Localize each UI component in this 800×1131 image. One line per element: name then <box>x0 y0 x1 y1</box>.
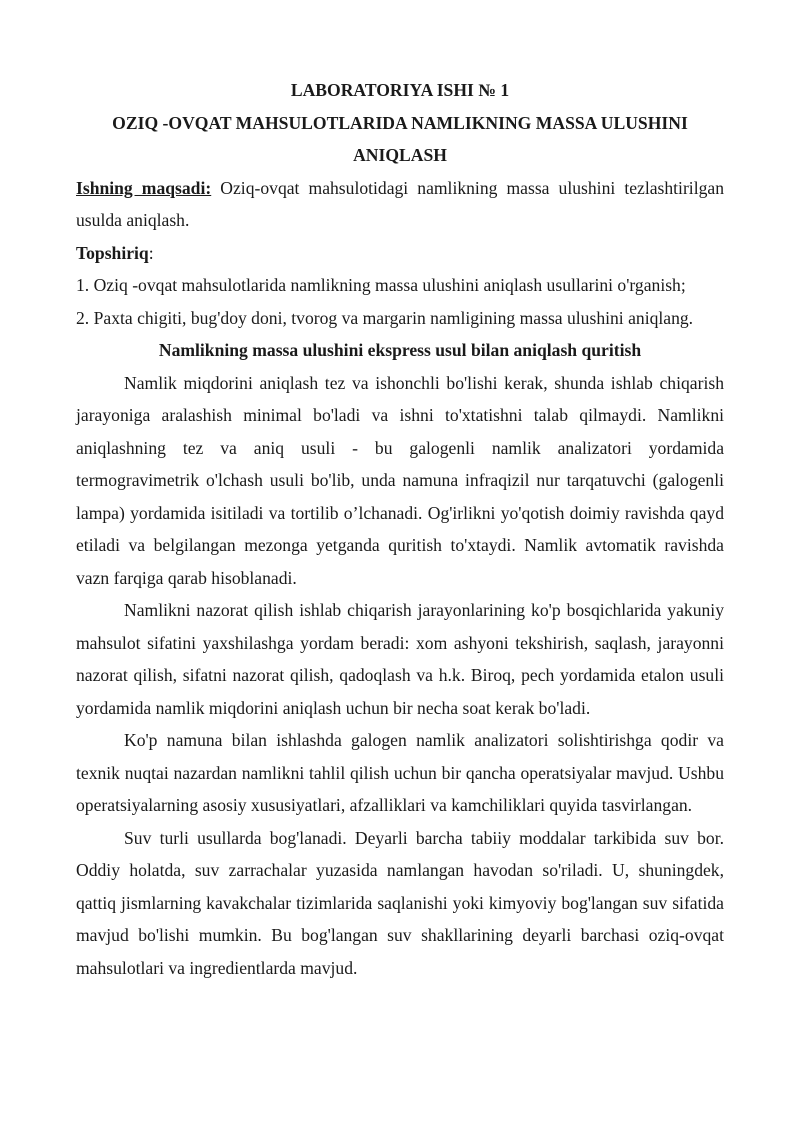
task-colon: : <box>148 242 154 263</box>
goal-paragraph <box>76 172 724 237</box>
lab-subject-title: OZIQ -OVQAT MAHSULOTLARIDA NAMLIKNING MASSA ULUSHINI ANIQLASH <box>112 112 688 165</box>
body-paragraph-3: Ko'p namuna bilan ishlashda galogen namlik analizatori solishtirishga qodir va texnik nuqtai nazardan namlikni tahlil qilish uchun bir qancha operatsiyalar mavjud. Ushbu operatsiyalarning asosiy xususiyatlari, afzalliklari va kamchiliklari quyida tasvirlangan. <box>76 730 724 815</box>
section-title: Namlikning massa ulushini ekspress usul bilan aniqlash quritish <box>158 340 642 360</box>
lab-title: LABORATORIYA ISHI № 1 <box>290 80 510 100</box>
task-label: Topshiriq <box>76 242 149 263</box>
body-paragraph-1: Namlik miqdorini aniqlash tez va ishonchli bo'lishi kerak, shunda ishlab chiqarish jarayoniga aralashish minimal bo'ladi va ishni to'xtatishni talab qilmaydi. Namlikni aniqlashning tez va aniq usuli - bu galogenli namlik analizatori yordamida termogravimetrik o'lchash usuli bo'lib, unda namuna infraqizil nur tarqatuvchi (galogenli lampa) yordamida isitiladi va tortilib o’lchanadi. Og'irlikni yo'qotish doimiy ravishda qayd etiladi va belgilangan mezonga yetganda quritish to'xtaydi. Namlik avtomatik ravishda vazn farqiga qarab hisoblanadi. <box>76 372 724 588</box>
body-paragraph-2: Namlikni nazorat qilish ishlab chiqarish jarayonlarining ko'p bosqichlarida yakuniy mahsulot sifatini yaxshilashga yordam beradi: xom ashyoni tekshirish, saqlash, jarayonni nazorat qilish, sifatni nazorat qilish, qadoqlash va h.k. Biroq, pech yordamida etalon usuli yordamida namlik miqdorini aniqlash uchun bir necha soat kerak bo'ladi. <box>76 600 724 718</box>
task-item-2: 2. Paxta chigiti, bug'doy doni, tvorog va margarin namligining massa ulushini aniqlang. <box>76 307 694 328</box>
body-paragraph-4: Suv turli usullarda bog'lanadi. Deyarli barcha tabiiy moddalar tarkibida suv bor. Oddiy holatda, suv zarrachalar yuzasida namlangan havodan so'riladi. U, shuningdek, qattiq jismlarning kavakchalar tizimlarida saqlanishi yoki kimyoviy bog'langan suv sifatida mavjud bo'lishi mumkin. Bu bog'langan suv shakllarining deyarli barchasi oziq-ovqat mahsulotlari va ingredientlarda mavjud. <box>76 827 724 978</box>
task-item-1: 1. Oziq -ovqat mahsulotlarida namlikning massa ulushini aniqlash usullarini o'rganish; <box>76 275 686 295</box>
task-heading <box>76 237 724 270</box>
goal-text: Oziq-ovqat mahsulotidagi namlikning massa ulushini tezlashtirilgan usulda aniqlash. <box>76 177 724 230</box>
goal-label: Ishning maqsadi: <box>76 177 212 198</box>
